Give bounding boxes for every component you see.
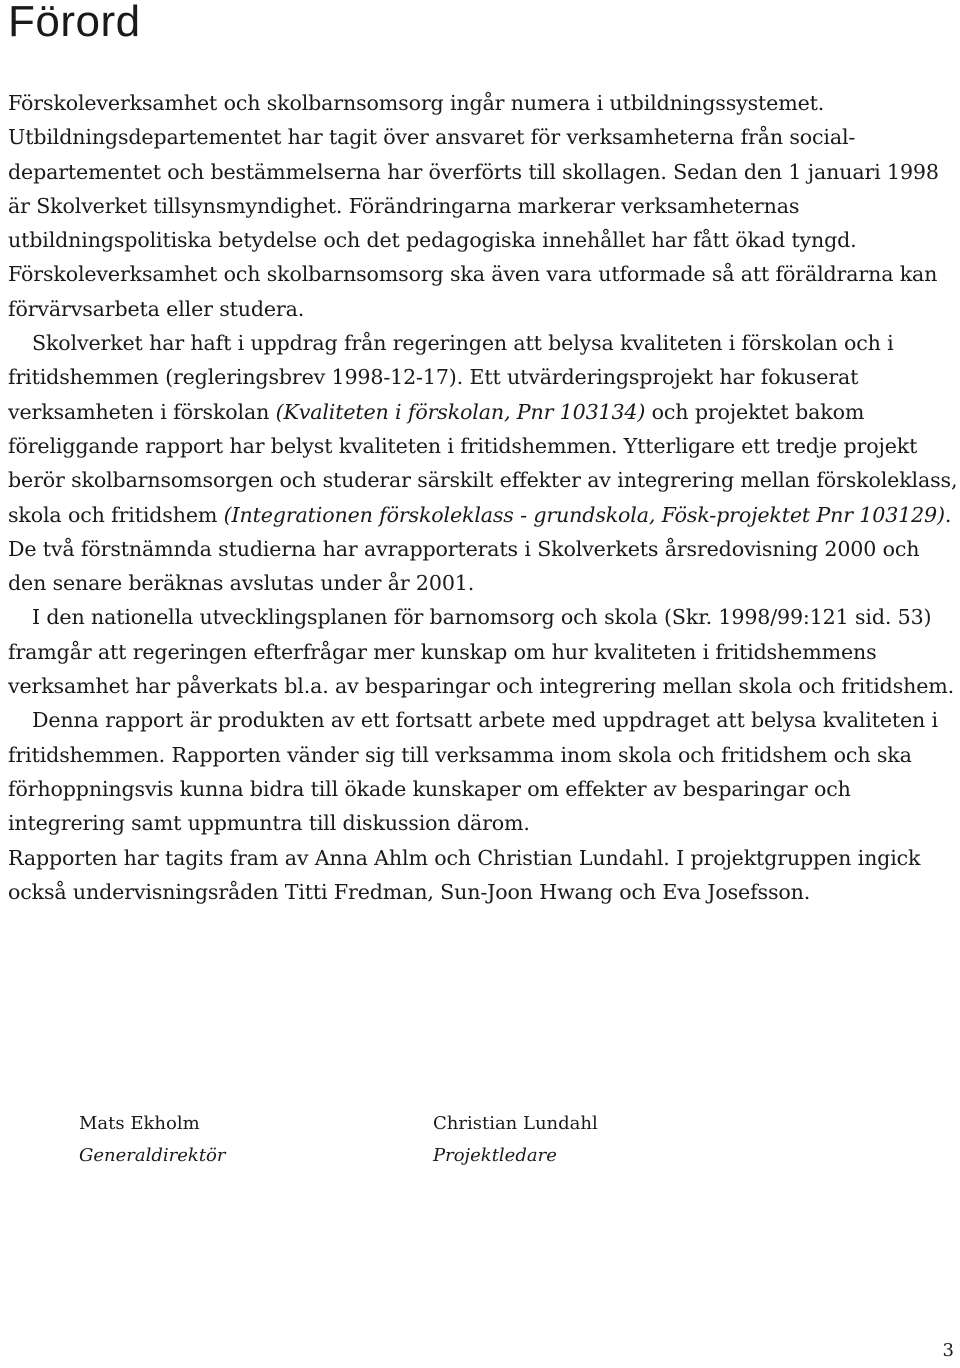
paragraph bbox=[8, 600, 958, 703]
paragraph-text: Förskoleverksamhet och skolbarnsomsorg ingår numera i utbildningssystemet. Utbildningsdepartementet har tagit över ansvaret för verksamheterna från social-departementet och bestämmelserna har överförts till skollagen. Sedan den 1 januari 1998 är Skolverket tillsynsmyndighet. Förändringarna markerar verksamheternas utbildningspolitiska betydelse och det pedagogiska innehållet har fått ökad tyngd. Förskoleverksamhet och skolbarnsomsorg ska även vara utformade så att föräldrarna kan förvärvsarbeta eller studera. bbox=[8, 91, 939, 321]
paragraph-text: Denna rapport är produkten av ett fortsatt arbete med uppdraget att belysa kvaliteten i fritidshemmen. Rapporten vänder sig till verksamma inom skola och fritidshem och ska förhoppningsvis kunna bidra till ökade kunskaper om effekter av besparingar och integrering samt uppmuntra till diskussion därom. bbox=[8, 708, 938, 836]
signature-left bbox=[79, 1108, 226, 1172]
paragraph-text: och projektet bakom föreliggande rapport har belyst kvaliteten i fritidshemmen. Ytterligare ett tredje projekt berör skolbarnsomsorgen och studerar särskilt effekter av integrering mellan förskoleklass, skola och fritidshem bbox=[8, 399, 958, 527]
signatory-name: Mats Ekholm bbox=[79, 1113, 200, 1134]
page-title: Förord bbox=[8, 0, 141, 46]
paragraph bbox=[8, 841, 958, 910]
signature-right bbox=[433, 1108, 598, 1172]
paragraph-text: Skolverket har haft i uppdrag från regeringen att belysa kvaliteten i förskolan och i fritidshemmen (regleringsbrev 1998-12-17). Ett utvärderingsprojekt har fokuserat verksamheten i förskolan bbox=[8, 331, 894, 424]
paragraph bbox=[8, 326, 958, 600]
signatory-title: Generaldirektör bbox=[79, 1145, 226, 1166]
paragraph bbox=[8, 86, 958, 326]
signatory-title: Projektledare bbox=[433, 1145, 557, 1166]
citation-text: (Integrationen förskoleklass - grundskola, Fösk-projektet Pnr 103129). bbox=[223, 502, 952, 527]
page-number: 3 bbox=[942, 1340, 954, 1361]
paragraph bbox=[8, 703, 958, 840]
citation-text: (Kvaliteten i förskolan, Pnr 103134) bbox=[275, 399, 646, 424]
paragraph-text: De två förstnämnda studierna har avrapporterats i Skolverkets årsredovisning 2000 och den senare beräknas avslutas under år 2001. bbox=[8, 536, 920, 596]
signatory-name: Christian Lundahl bbox=[433, 1113, 598, 1134]
paragraph-text: Rapporten har tagits fram av Anna Ahlm och Christian Lundahl. I projektgruppen ingick också undervisningsråden Titti Fredman, Sun-Joon Hwang och Eva Josefsson. bbox=[8, 845, 921, 904]
preface-body bbox=[8, 86, 958, 909]
paragraph-text: I den nationella utvecklingsplanen för barnomsorg och skola (Skr. 1998/99:121 sid. 53) framgår att regeringen efterfrågar mer kunskap om hur kvaliteten i fritidshemmens verksamhet har påverkats bl.a. av besparingar och integrering mellan skola och fritidshem. bbox=[8, 605, 955, 699]
